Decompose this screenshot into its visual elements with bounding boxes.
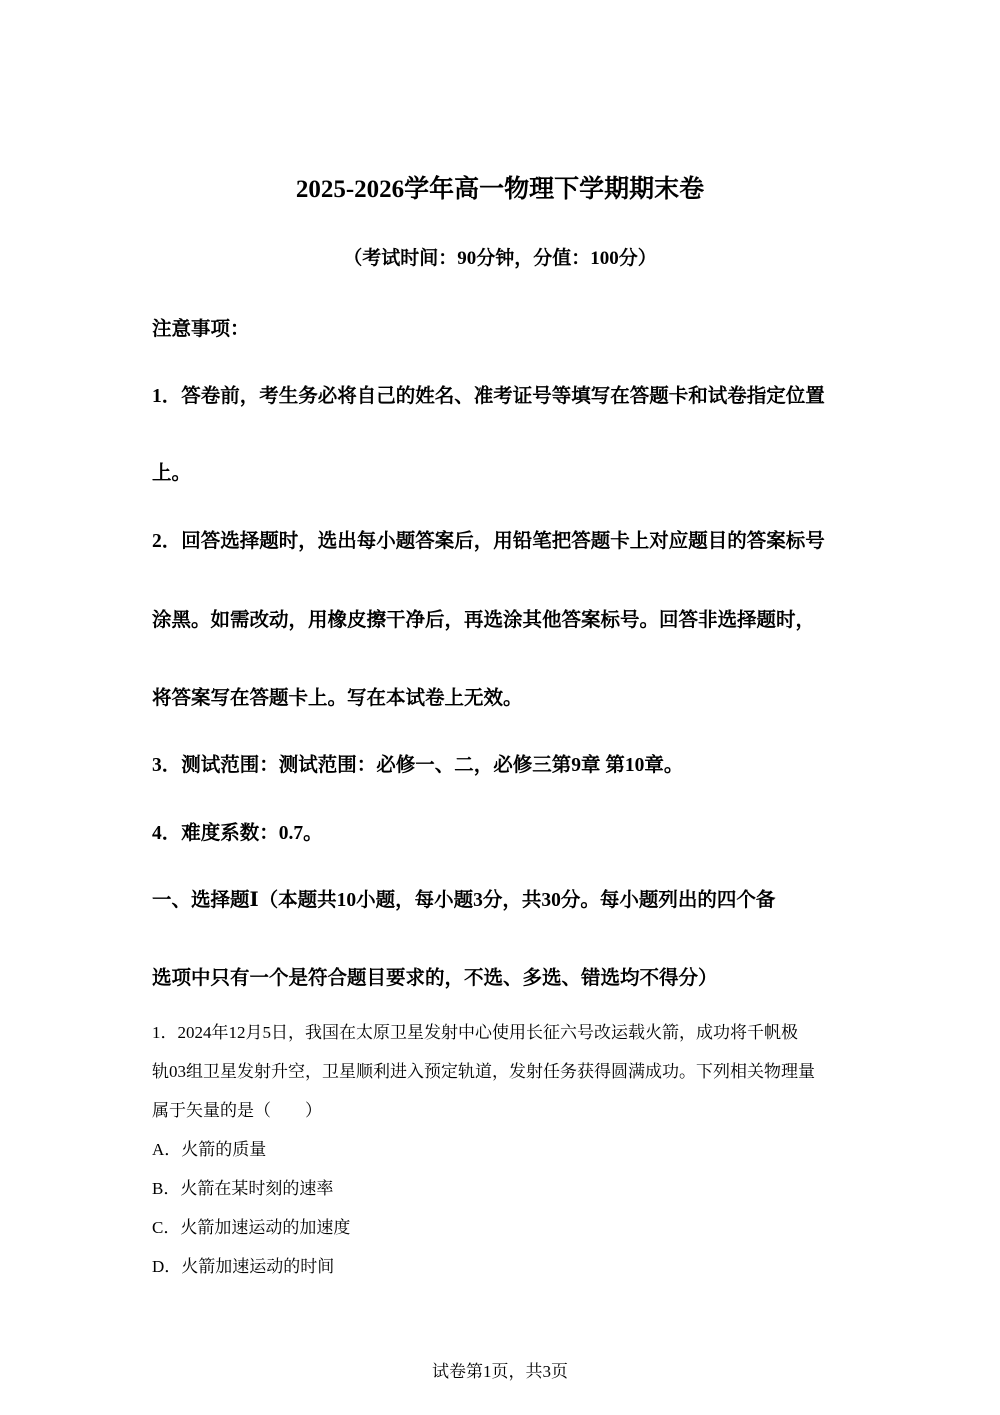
exam-info: （考试时间：90分钟，分值：100分） [343, 248, 657, 269]
page-title: 2025-2026学年高一物理下学期期末卷 [295, 176, 705, 203]
option-c: C．火箭加速运动的加速度 [152, 1218, 351, 1237]
question-stem: 属于矢量的是（ ） [152, 1101, 322, 1120]
question-stem: 轨03组卫星发射升空，卫星顺利进入预定轨道，发射任务获得圆满成功。下列相关物理量 [152, 1062, 815, 1081]
option-a: A．火箭的质量 [152, 1140, 267, 1159]
note-line: 1．答卷前，考生务必将自己的姓名、准考证号等填写在答题卡和试卷指定位置 [152, 386, 825, 407]
notes-heading: 注意事项： [152, 319, 250, 340]
option-d: D．火箭加速运动的时间 [152, 1257, 335, 1276]
note-line: 4．难度系数：0.7。 [152, 823, 323, 844]
note-line: 涂黑。如需改动，用橡皮擦干净后，再选涂其他答案标号。回答非选择题时， [152, 610, 816, 631]
note-line: 上。 [152, 463, 192, 484]
note-line: 将答案写在答题卡上。写在本试卷上无效。 [152, 688, 523, 709]
section-heading: 选项中只有一个是符合题目要求的，不选、多选、错选均不得分） [152, 968, 718, 989]
option-b: B．火箭在某时刻的速率 [152, 1179, 334, 1198]
note-line: 3．测试范围：测试范围：必修一、二，必修三第9章 第10章。 [152, 755, 684, 776]
page-footer: 试卷第1页，共3页 [432, 1362, 568, 1381]
section-heading: 一、选择题Ⅰ（本题共10小题，每小题3分，共30分。每小题列出的四个备 [152, 890, 776, 911]
question-stem: 1．2024年12月5日，我国在太原卫星发射中心使用长征六号改运载火箭，成功将千帆极 [152, 1023, 798, 1042]
note-line: 2．回答选择题时，选出每小题答案后，用铅笔把答题卡上对应题目的答案标号 [152, 531, 825, 552]
